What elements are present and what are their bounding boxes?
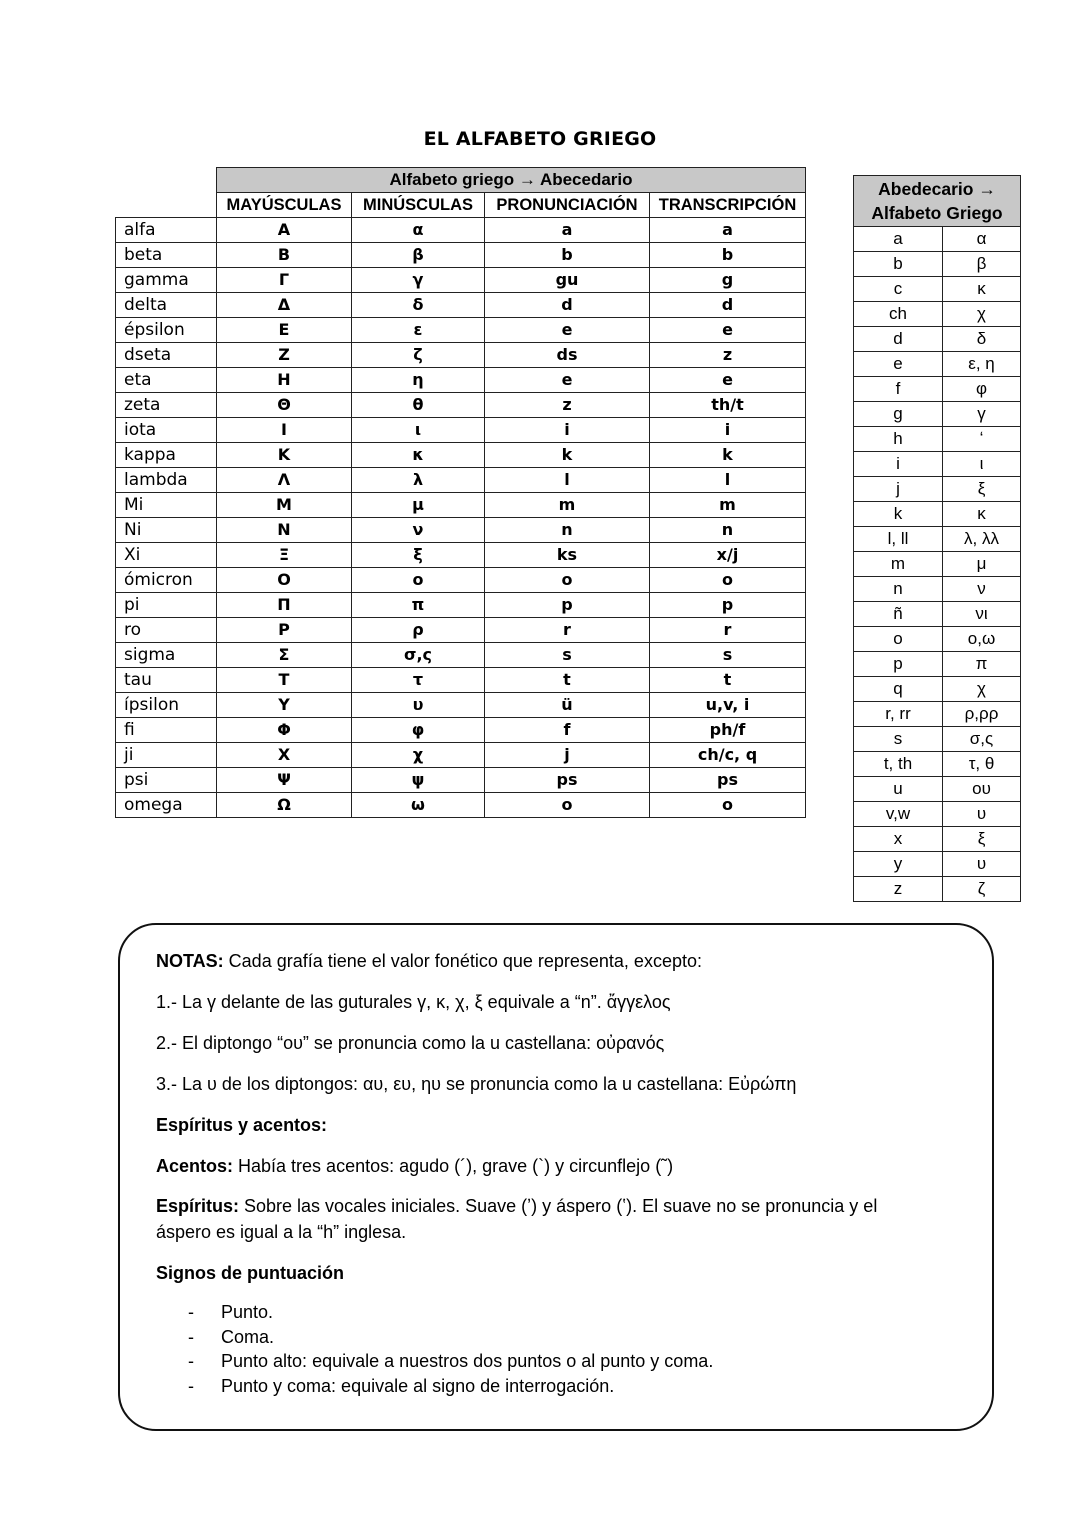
table-row [116, 268, 806, 293]
lowercase-cell: η [352, 368, 485, 393]
latin-to-greek-table [853, 175, 1021, 902]
uppercase-cell: I [217, 418, 352, 443]
table-row [854, 477, 1021, 502]
punctuation-list [156, 1300, 713, 1398]
lowercase-cell: o [352, 568, 485, 593]
latin-letter-cell: q [854, 677, 943, 702]
accents-note [156, 1153, 673, 1179]
lowercase-cell: σ,ς [352, 643, 485, 668]
transcription-cell: u,v, i [650, 693, 806, 718]
latin-letter-cell: i [854, 452, 943, 477]
list-item [156, 1349, 713, 1374]
latin-letter-cell: e [854, 352, 943, 377]
blank-corner [116, 193, 217, 218]
bullet-dash: - [188, 1351, 194, 1371]
greek-letter-cell: γ [943, 402, 1021, 427]
pronunciation-cell: ks [485, 543, 650, 568]
table-row [854, 852, 1021, 877]
letter-name-cell: omega [116, 793, 217, 818]
lowercase-cell: χ [352, 743, 485, 768]
greek-letter-cell: ρ,ρρ [943, 702, 1021, 727]
uppercase-cell: M [217, 493, 352, 518]
letter-name-cell: pi [116, 593, 217, 618]
lowercase-cell: κ [352, 443, 485, 468]
letter-name-cell: fi [116, 718, 217, 743]
table-row [854, 677, 1021, 702]
table-row [116, 768, 806, 793]
greek-letter-cell: νι [943, 602, 1021, 627]
uppercase-cell: Ω [217, 793, 352, 818]
table-row [116, 743, 806, 768]
latin-letter-cell: y [854, 852, 943, 877]
note-2: 2.- El diptongo “oυ” se pronuncia como la u castellana: oὐρανός [156, 1033, 665, 1053]
greek-letter-cell: o,ω [943, 627, 1021, 652]
lowercase-cell: ρ [352, 618, 485, 643]
lowercase-cell: θ [352, 393, 485, 418]
letter-name-cell: lambda [116, 468, 217, 493]
pronunciation-cell: p [485, 593, 650, 618]
latin-letter-cell: t, th [854, 752, 943, 777]
lowercase-cell: ψ [352, 768, 485, 793]
transcription-cell: r [650, 618, 806, 643]
pronunciation-cell: ü [485, 693, 650, 718]
table-row [116, 343, 806, 368]
lowercase-cell: φ [352, 718, 485, 743]
notes-box [118, 923, 994, 1431]
spirits-accents-heading [156, 1112, 327, 1138]
side-table-header [854, 176, 1021, 227]
latin-letter-cell: r, rr [854, 702, 943, 727]
letter-name-cell: ro [116, 618, 217, 643]
pronunciation-cell: ds [485, 343, 650, 368]
list-item [156, 1300, 713, 1325]
latin-letter-cell: d [854, 327, 943, 352]
latin-letter-cell: k [854, 502, 943, 527]
letter-name-cell: eta [116, 368, 217, 393]
transcription-cell: ph/f [650, 718, 806, 743]
latin-letter-cell: c [854, 277, 943, 302]
table-row [854, 377, 1021, 402]
transcription-cell: z [650, 343, 806, 368]
uppercase-cell: N [217, 518, 352, 543]
main-table-body [116, 218, 806, 818]
uppercase-cell: Ψ [217, 768, 352, 793]
uppercase-cell: Θ [217, 393, 352, 418]
latin-letter-cell: m [854, 552, 943, 577]
table-row [116, 593, 806, 618]
uppercase-cell: Z [217, 343, 352, 368]
latin-letter-cell: p [854, 652, 943, 677]
spirits-note [156, 1193, 936, 1245]
table-row [854, 302, 1021, 327]
uppercase-cell: Γ [217, 268, 352, 293]
lowercase-cell: ζ [352, 343, 485, 368]
table-row [854, 627, 1021, 652]
greek-letter-cell: κ [943, 502, 1021, 527]
lowercase-cell: ν [352, 518, 485, 543]
table-row [116, 393, 806, 418]
notes-intro-text: Cada grafía tiene el valor fonético que representa, excepto: [223, 951, 702, 971]
greek-letter-cell: β [943, 252, 1021, 277]
greek-letter-cell: α [943, 227, 1021, 252]
spirits-accents-heading-text: Espíritus y acentos: [156, 1115, 328, 1135]
pronunciation-cell: d [485, 293, 650, 318]
letter-name-cell: iota [116, 418, 217, 443]
transcription-cell: a [650, 218, 806, 243]
latin-letter-cell: l, ll [854, 527, 943, 552]
letter-name-cell: kappa [116, 443, 217, 468]
table-row [854, 777, 1021, 802]
greek-letter-cell: ξ [943, 827, 1021, 852]
greek-letter-cell: υ [943, 852, 1021, 877]
note-3: 3.- La υ de los diptongos: αυ, ευ, ηυ se pronuncia como la u castellana: Εὐρώπη [156, 1074, 797, 1094]
lowercase-cell: τ [352, 668, 485, 693]
lowercase-cell: ε [352, 318, 485, 343]
lowercase-cell: ξ [352, 543, 485, 568]
table-row [854, 277, 1021, 302]
uppercase-cell: Λ [217, 468, 352, 493]
table-row [116, 468, 806, 493]
letter-name-cell: ji [116, 743, 217, 768]
pronunciation-cell: ps [485, 768, 650, 793]
list-item-text: Punto y coma: equivale al signo de interrogación. [221, 1375, 615, 1396]
transcription-cell: th/t [650, 393, 806, 418]
greek-letter-cell: λ, λλ [943, 527, 1021, 552]
pronunciation-cell: j [485, 743, 650, 768]
table-row [116, 243, 806, 268]
uppercase-cell: X [217, 743, 352, 768]
table-row [116, 793, 806, 818]
uppercase-cell: T [217, 668, 352, 693]
pronunciation-cell: k [485, 443, 650, 468]
side-header-line1: Abedecario → [878, 179, 996, 199]
transcription-cell: ch/c, q [650, 743, 806, 768]
uppercase-cell: H [217, 368, 352, 393]
column-header-lower: MINÚSCULAS [352, 193, 485, 218]
pronunciation-cell: e [485, 368, 650, 393]
transcription-cell: l [650, 468, 806, 493]
greek-to-latin-table [115, 167, 806, 818]
latin-letter-cell: n [854, 577, 943, 602]
note-1: 1.- La γ delante de las guturales γ, κ, χ, ξ equivale a “n”. ἄγγελος [156, 992, 671, 1012]
lowercase-cell: β [352, 243, 485, 268]
latin-letter-cell: o [854, 627, 943, 652]
transcription-cell: ps [650, 768, 806, 793]
table-row [854, 327, 1021, 352]
table-row [116, 568, 806, 593]
lowercase-cell: υ [352, 693, 485, 718]
spirits-text: Sobre las vocales iniciales. Suave (ʼ) y áspero (ʽ). El suave no se pronuncia y el áspero es igual a la “h” inglesa. [156, 1196, 878, 1242]
table-row [854, 727, 1021, 752]
uppercase-cell: Y [217, 693, 352, 718]
column-header-transcription: TRANSCRIPCIÓN [650, 193, 806, 218]
table-row [116, 418, 806, 443]
pronunciation-cell: f [485, 718, 650, 743]
pronunciation-cell: t [485, 668, 650, 693]
uppercase-cell: P [217, 618, 352, 643]
side-header-line2: Alfabeto Griego [871, 203, 1003, 223]
greek-letter-cell: χ [943, 677, 1021, 702]
transcription-cell: i [650, 418, 806, 443]
list-item-text: Punto alto: equivale a nuestros dos puntos o al punto y coma. [221, 1351, 714, 1371]
greek-letter-cell: μ [943, 552, 1021, 577]
table-row [116, 643, 806, 668]
latin-letter-cell: a [854, 227, 943, 252]
greek-letter-cell: δ [943, 327, 1021, 352]
list-item [156, 1374, 713, 1399]
table-row [854, 752, 1021, 777]
uppercase-cell: Φ [217, 718, 352, 743]
greek-letter-cell: oυ [943, 777, 1021, 802]
pronunciation-cell: n [485, 518, 650, 543]
table-row [116, 518, 806, 543]
table-row [116, 318, 806, 343]
table-row [854, 702, 1021, 727]
transcription-cell: o [650, 793, 806, 818]
greek-letter-cell: ε, η [943, 352, 1021, 377]
lowercase-cell: δ [352, 293, 485, 318]
table-row [854, 877, 1021, 902]
letter-name-cell: dseta [116, 343, 217, 368]
bullet-dash: - [188, 1326, 194, 1347]
pronunciation-cell: a [485, 218, 650, 243]
table-row [116, 618, 806, 643]
pronunciation-cell: e [485, 318, 650, 343]
letter-name-cell: tau [116, 668, 217, 693]
table-row [116, 368, 806, 393]
letter-name-cell: sigma [116, 643, 217, 668]
transcription-cell: p [650, 593, 806, 618]
greek-letter-cell: φ [943, 377, 1021, 402]
pronunciation-cell: i [485, 418, 650, 443]
table-row [854, 402, 1021, 427]
group-header: Alfabeto griego → Abecedario [217, 168, 806, 193]
table-row [854, 427, 1021, 452]
table-row [854, 352, 1021, 377]
table-row [854, 227, 1021, 252]
letter-name-cell: épsilon [116, 318, 217, 343]
lowercase-cell: α [352, 218, 485, 243]
table-row [116, 693, 806, 718]
greek-letter-cell: χ [943, 302, 1021, 327]
notes-label: NOTAS: [156, 951, 224, 971]
greek-letter-cell: ι [943, 452, 1021, 477]
letter-name-cell: zeta [116, 393, 217, 418]
bullet-dash: - [188, 1302, 194, 1322]
table-row [854, 502, 1021, 527]
pronunciation-cell: gu [485, 268, 650, 293]
letter-name-cell: psi [116, 768, 217, 793]
greek-letter-cell: τ, θ [943, 752, 1021, 777]
blank-corner [116, 168, 217, 193]
latin-letter-cell: j [854, 477, 943, 502]
table-row [854, 252, 1021, 277]
pronunciation-cell: r [485, 618, 650, 643]
column-header-pronunciation: PRONUNCIACIÓN [485, 193, 650, 218]
lowercase-cell: γ [352, 268, 485, 293]
letter-name-cell: delta [116, 293, 217, 318]
accents-text: Había tres acentos: agudo (´), grave (`) y circunflejo (˜) [233, 1156, 674, 1176]
greek-letter-cell: κ [943, 277, 1021, 302]
transcription-cell: k [650, 443, 806, 468]
table-row [116, 218, 806, 243]
table-row [116, 443, 806, 468]
transcription-cell: x/j [650, 543, 806, 568]
transcription-cell: s [650, 643, 806, 668]
table-row [854, 452, 1021, 477]
list-item-text: Punto. [221, 1302, 274, 1322]
table-row [854, 552, 1021, 577]
table-row [854, 527, 1021, 552]
latin-letter-cell: z [854, 877, 943, 902]
lowercase-cell: π [352, 593, 485, 618]
punctuation-heading-text: Signos de puntuación [156, 1263, 344, 1283]
greek-letter-cell: ξ [943, 477, 1021, 502]
lowercase-cell: ι [352, 418, 485, 443]
greek-letter-cell: ζ [943, 877, 1021, 902]
lowercase-cell: λ [352, 468, 485, 493]
latin-letter-cell: f [854, 377, 943, 402]
pronunciation-cell: b [485, 243, 650, 268]
pronunciation-cell: s [485, 643, 650, 668]
notes-intro [156, 948, 702, 974]
greek-letter-cell: π [943, 652, 1021, 677]
letter-name-cell: Xi [116, 543, 217, 568]
latin-letter-cell: u [854, 777, 943, 802]
letter-name-cell: Mi [116, 493, 217, 518]
column-header-upper: MAYÚSCULAS [217, 193, 352, 218]
transcription-cell: m [650, 493, 806, 518]
latin-letter-cell: h [854, 427, 943, 452]
spirits-label: Espíritus: [156, 1196, 240, 1216]
page-title: EL ALFABETO GRIEGO [423, 128, 657, 150]
uppercase-cell: A [217, 218, 352, 243]
pronunciation-cell: l [485, 468, 650, 493]
transcription-cell: b [650, 243, 806, 268]
lowercase-cell: μ [352, 493, 485, 518]
greek-letter-cell: σ,ς [943, 727, 1021, 752]
greek-letter-cell: υ [943, 802, 1021, 827]
table-row [116, 493, 806, 518]
latin-letter-cell: ñ [854, 602, 943, 627]
table-row [854, 802, 1021, 827]
transcription-cell: g [650, 268, 806, 293]
transcription-cell: t [650, 668, 806, 693]
latin-letter-cell: x [854, 827, 943, 852]
punctuation-heading [156, 1260, 344, 1286]
latin-letter-cell: v,w [854, 802, 943, 827]
table-row [854, 577, 1021, 602]
table-row [854, 827, 1021, 852]
uppercase-cell: Σ [217, 643, 352, 668]
table-row [854, 652, 1021, 677]
transcription-cell: o [650, 568, 806, 593]
greek-letter-cell: ν [943, 577, 1021, 602]
accents-label: Acentos: [156, 1156, 234, 1176]
transcription-cell: d [650, 293, 806, 318]
greek-letter-cell: ʻ [943, 427, 1021, 452]
table-row [116, 543, 806, 568]
letter-name-cell: gamma [116, 268, 217, 293]
bullet-dash: - [188, 1375, 194, 1396]
transcription-cell: n [650, 518, 806, 543]
latin-letter-cell: s [854, 727, 943, 752]
uppercase-cell: Ξ [217, 543, 352, 568]
list-item [156, 1325, 713, 1350]
pronunciation-cell: m [485, 493, 650, 518]
pronunciation-cell: o [485, 568, 650, 593]
table-row [116, 718, 806, 743]
uppercase-cell: Δ [217, 293, 352, 318]
pronunciation-cell: z [485, 393, 650, 418]
letter-name-cell: Ni [116, 518, 217, 543]
latin-letter-cell: g [854, 402, 943, 427]
letter-name-cell: ípsilon [116, 693, 217, 718]
letter-name-cell: alfa [116, 218, 217, 243]
uppercase-cell: B [217, 243, 352, 268]
table-row [116, 668, 806, 693]
uppercase-cell: E [217, 318, 352, 343]
uppercase-cell: O [217, 568, 352, 593]
uppercase-cell: K [217, 443, 352, 468]
side-table-body [854, 227, 1021, 902]
letter-name-cell: ómicron [116, 568, 217, 593]
table-row [116, 293, 806, 318]
transcription-cell: e [650, 368, 806, 393]
lowercase-cell: ω [352, 793, 485, 818]
list-item-text: Coma. [221, 1326, 275, 1347]
table-row [854, 602, 1021, 627]
uppercase-cell: Π [217, 593, 352, 618]
latin-letter-cell: b [854, 252, 943, 277]
transcription-cell: e [650, 318, 806, 343]
latin-letter-cell: ch [854, 302, 943, 327]
pronunciation-cell: o [485, 793, 650, 818]
letter-name-cell: beta [116, 243, 217, 268]
